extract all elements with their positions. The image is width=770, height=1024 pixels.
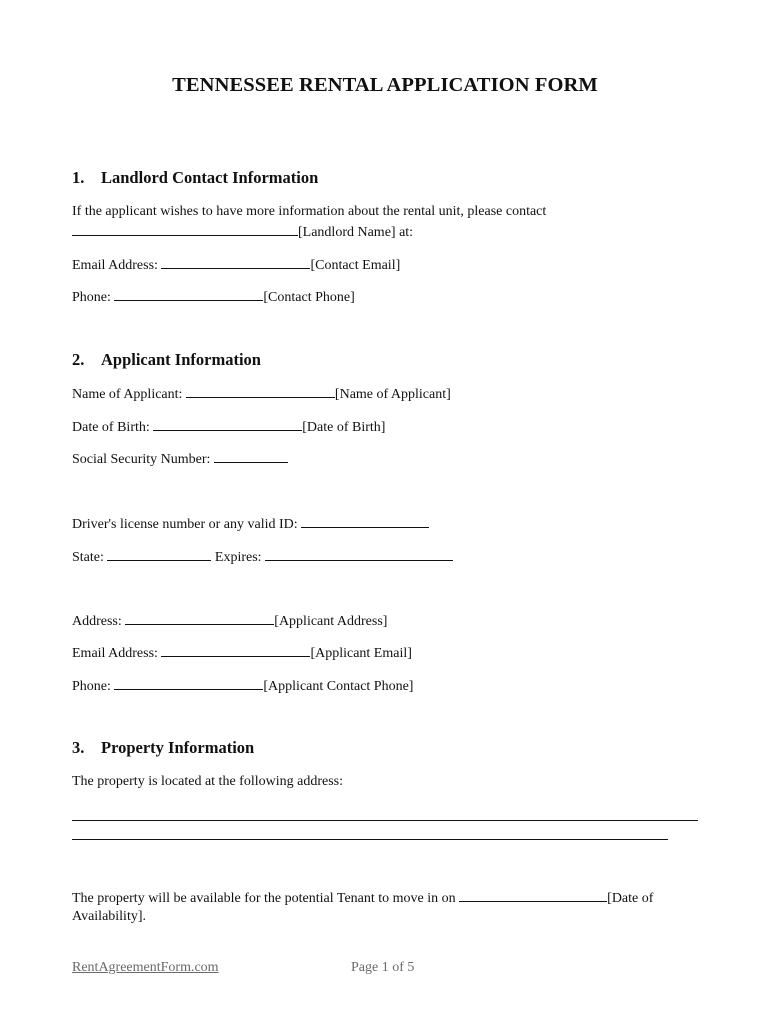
availability-prefix: The property will be available for the potential Tenant to move in on (72, 891, 456, 906)
landlord-name-line (72, 222, 413, 242)
applicant-expires-field[interactable] (265, 547, 453, 561)
landlord-name-suffix: [Landlord Name] at: (298, 225, 414, 240)
applicant-dob-label: Date of Birth: (72, 420, 150, 435)
applicant-address-line (72, 611, 387, 631)
applicant-dob-suffix: [Date of Birth] (302, 420, 386, 435)
applicant-address-field[interactable] (125, 611, 274, 625)
applicant-email-label: Email Address: (72, 646, 158, 661)
section-2-title: Applicant Information (101, 350, 261, 369)
applicant-address-suffix: [Applicant Address] (274, 614, 388, 629)
applicant-license-line (72, 514, 429, 534)
applicant-state-field[interactable] (107, 547, 211, 561)
applicant-license-label: Driver's license number or any valid ID: (72, 517, 298, 532)
applicant-name-field[interactable] (186, 384, 335, 398)
section-1-number: 1. (72, 168, 85, 187)
landlord-name-field[interactable] (72, 222, 298, 236)
applicant-ssn-field[interactable] (214, 449, 288, 463)
applicant-state-label: State: (72, 550, 104, 565)
landlord-phone-suffix: [Contact Phone] (263, 290, 355, 305)
landlord-intro-line1: If the applicant wishes to have more information about the rental unit, please contact (72, 204, 547, 219)
property-address-line-2[interactable] (72, 839, 668, 840)
section-1-title: Landlord Contact Information (101, 168, 319, 187)
landlord-email-label: Email Address: (72, 258, 158, 273)
landlord-phone-field[interactable] (114, 287, 263, 301)
availability-date-field[interactable] (459, 888, 607, 902)
landlord-phone-label: Phone: (72, 290, 111, 305)
applicant-phone-suffix: [Applicant Contact Phone] (263, 679, 414, 694)
section-3-title: Property Information (101, 738, 255, 757)
applicant-address-label: Address: (72, 614, 122, 629)
applicant-phone-label: Phone: (72, 679, 111, 694)
applicant-license-field[interactable] (301, 514, 429, 528)
footer-page-number: Page 1 of 5 (351, 960, 415, 975)
applicant-phone-field[interactable] (114, 676, 263, 690)
availability-line1 (72, 888, 653, 908)
landlord-email-field[interactable] (161, 255, 310, 269)
applicant-dob-line (72, 417, 385, 437)
section-3-heading (72, 738, 254, 758)
applicant-ssn-label: Social Security Number: (72, 452, 211, 467)
applicant-ssn-line (72, 449, 288, 469)
document-title: TENNESSEE RENTAL APPLICATION FORM (172, 74, 598, 96)
landlord-email-line (72, 255, 400, 275)
landlord-email-suffix: [Contact Email] (310, 258, 401, 273)
applicant-phone-line (72, 676, 413, 696)
property-location-text: The property is located at the following address: (72, 774, 343, 789)
availability-line2: Availability]. (72, 909, 146, 924)
applicant-email-field[interactable] (161, 643, 310, 657)
availability-suffix: [Date of (607, 891, 654, 906)
section-1-heading (72, 168, 318, 188)
applicant-email-suffix: [Applicant Email] (310, 646, 412, 661)
section-2-number: 2. (72, 350, 85, 369)
section-3-number: 3. (72, 738, 85, 757)
applicant-dob-field[interactable] (153, 417, 302, 431)
landlord-phone-line (72, 287, 355, 307)
applicant-name-line (72, 384, 451, 404)
applicant-email-line (72, 643, 412, 663)
applicant-name-suffix: [Name of Applicant] (334, 387, 451, 402)
applicant-expires-label: Expires: (214, 550, 262, 565)
applicant-name-label: Name of Applicant: (72, 387, 183, 402)
property-address-line-1[interactable] (72, 820, 698, 821)
section-2-heading (72, 350, 261, 370)
footer-site-link[interactable]: RentAgreementForm.com (72, 960, 219, 975)
applicant-state-line (72, 547, 453, 567)
